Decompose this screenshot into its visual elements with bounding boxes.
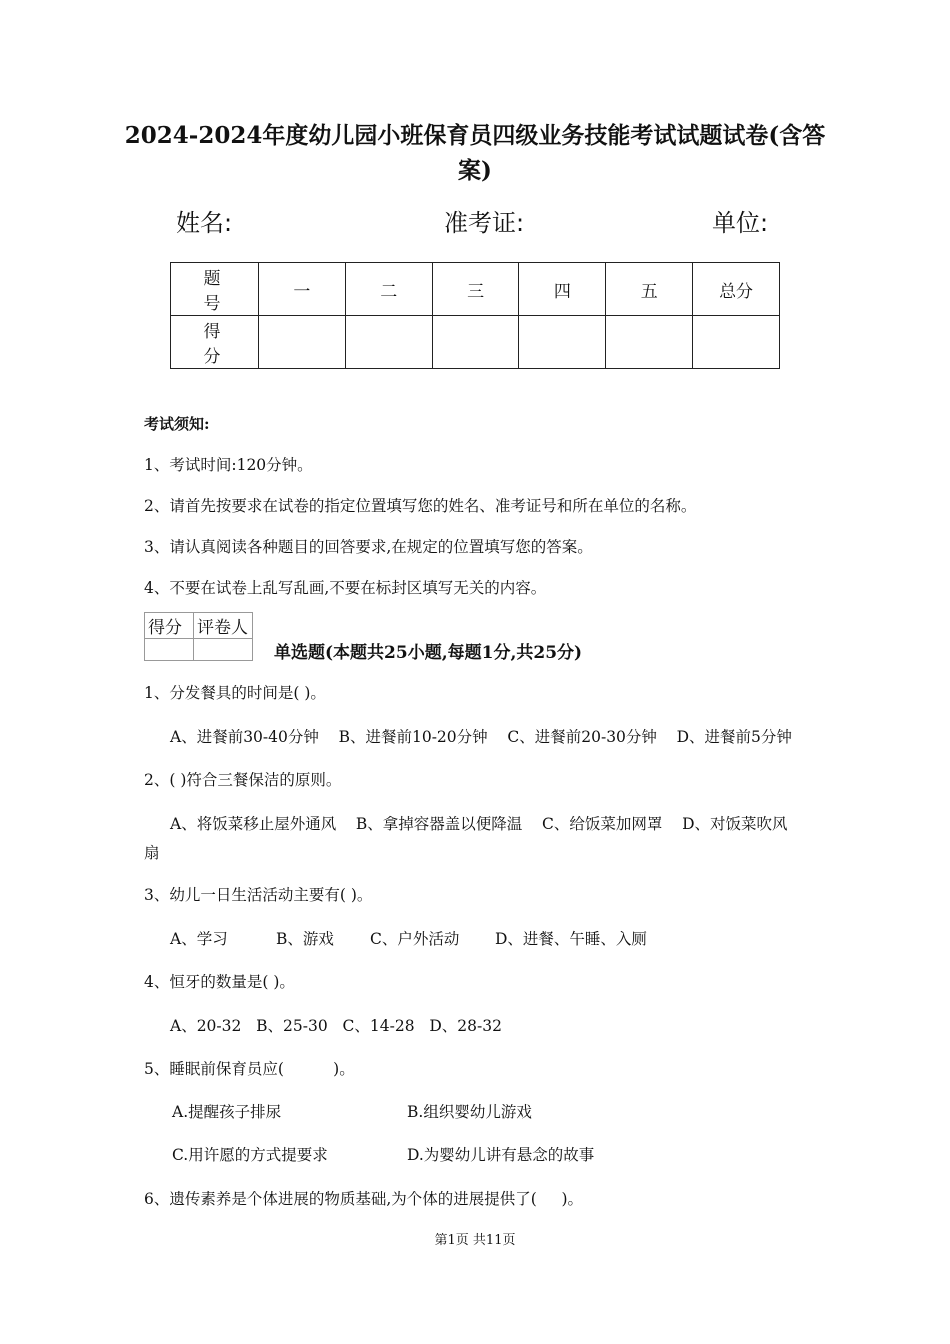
note-item: 3、请认真阅读各种题目的回答要求,在规定的位置填写您的答案。 — [144, 538, 593, 556]
column-4: 四 — [519, 263, 606, 316]
grader-score-label: 得分 — [145, 613, 194, 639]
score-cell[interactable] — [432, 316, 519, 369]
question-2-stem: 2、( )符合三餐保洁的原则。 — [144, 771, 342, 789]
question-3-stem: 3、幼儿一日生活活动主要有( )。 — [144, 886, 373, 904]
column-3: 三 — [432, 263, 519, 316]
page-footer: 第1页 共11页 — [434, 1233, 516, 1248]
column-5: 五 — [606, 263, 693, 316]
column-1: 一 — [259, 263, 346, 316]
question-2-options: A、将饭菜移止屋外通风 B、拿掉容器盖以便降温 C、给饭菜加网罩 D、对饭菜吹风 — [170, 815, 788, 833]
question-5-option-d: D.为婴幼儿讲有悬念的故事 — [407, 1146, 595, 1164]
score-cell[interactable] — [519, 316, 606, 369]
question-3-option-a: A、学习 — [170, 930, 228, 948]
question-6-stem: 6、遗传素养是个体进展的物质基础,为个体的进展提供了( )。 — [144, 1190, 584, 1208]
score-cell[interactable] — [606, 316, 693, 369]
question-3-option-c: C、户外活动 — [370, 930, 460, 948]
score-table-header-row — [171, 263, 780, 316]
question-3-option-d: D、进餐、午睡、入厕 — [495, 930, 647, 948]
question-number-label: 题号 — [171, 263, 259, 316]
title-line-1: 2024-2024年度幼儿园小班保育员四级业务技能考试试题试卷(含答 — [124, 122, 826, 149]
question-5-option-b: B.组织婴幼儿游戏 — [407, 1103, 532, 1121]
notes-title: 考试须知: — [144, 415, 210, 433]
question-1-stem: 1、分发餐具的时间是( )。 — [144, 684, 326, 702]
question-4-options: A、20-32 B、25-30 C、14-28 D、28-32 — [170, 1017, 502, 1035]
grader-score-cell[interactable] — [145, 639, 194, 661]
note-item: 2、请首先按要求在试卷的指定位置填写您的姓名、准考证号和所在单位的名称。 — [144, 497, 697, 515]
grader-box — [144, 612, 253, 661]
title-line-2: 案) — [458, 157, 492, 184]
grader-name-cell[interactable] — [194, 639, 253, 661]
score-cell[interactable] — [259, 316, 346, 369]
question-3-option-b: B、游戏 — [276, 930, 334, 948]
note-item: 1、考试时间:120分钟。 — [144, 456, 313, 474]
exam-number-field-label: 准考证: — [444, 209, 525, 237]
section-title: 单选题(本题共25小题,每题1分,共25分) — [274, 643, 583, 663]
column-total: 总分 — [693, 263, 780, 316]
question-4-stem: 4、恒牙的数量是( )。 — [144, 973, 295, 991]
question-1-options: A、进餐前30-40分钟 B、进餐前10-20分钟 C、进餐前20-30分钟 D、进餐前5分钟 — [170, 728, 792, 746]
score-table-score-row — [171, 316, 780, 369]
grader-name-label: 评卷人 — [194, 613, 253, 639]
score-cell[interactable] — [345, 316, 432, 369]
question-5-stem: 5、睡眠前保育员应( )。 — [144, 1060, 355, 1078]
question-5-option-a: A.提醒孩子排尿 — [172, 1103, 282, 1121]
name-field-label: 姓名: — [176, 209, 233, 237]
score-cell[interactable] — [693, 316, 780, 369]
column-2: 二 — [345, 263, 432, 316]
unit-field-label: 单位: — [712, 209, 769, 237]
question-2-options-wrap: 扇 — [144, 844, 160, 862]
score-table — [170, 262, 780, 369]
document-title — [120, 118, 830, 188]
question-5-option-c: C.用许愿的方式提要求 — [172, 1146, 328, 1164]
score-label: 得分 — [171, 316, 259, 369]
note-item: 4、不要在试卷上乱写乱画,不要在标封区填写无关的内容。 — [144, 579, 547, 597]
